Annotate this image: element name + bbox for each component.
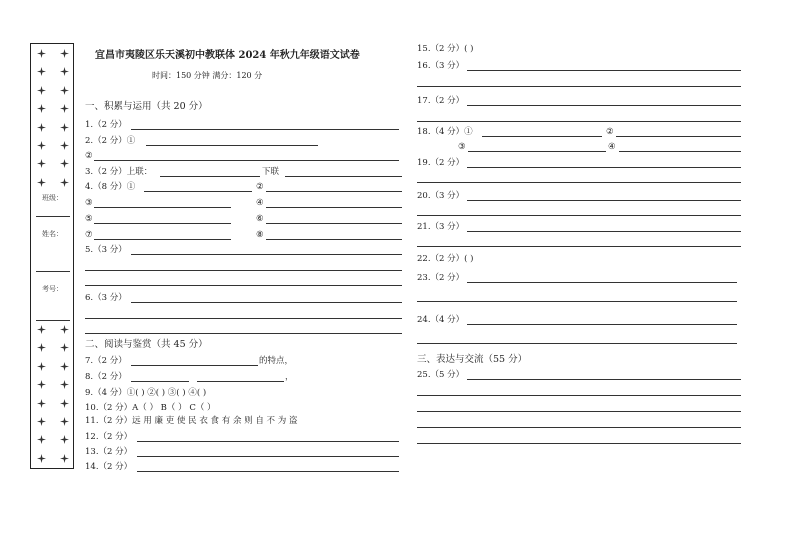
q19-label: 19.（2 分） [417,158,465,168]
q6-line-2[interactable] [85,318,402,319]
q6-line-3[interactable] [85,333,402,334]
number-field[interactable] [36,320,70,321]
q18-label-2: ② [606,127,614,137]
q23-line-1[interactable] [467,282,737,283]
q4-line-1[interactable] [144,191,252,192]
q17-label: 17.（2 分） [417,96,465,106]
star-ornament-icon [60,417,69,426]
q17-line-1[interactable] [467,105,741,106]
q18-label: 18.（4 分）① [417,127,473,137]
q18-line-2[interactable] [616,136,741,137]
number-label: 考号： [42,285,63,293]
star-ornament-icon [60,178,69,187]
q24-label: 24.（4 分） [417,315,465,325]
q18-line-3[interactable] [468,151,606,152]
star-ornament-icon [60,104,69,113]
name-field[interactable] [36,271,70,272]
q4-line-3[interactable] [94,207,231,208]
q7-label: 7.（2 分） [85,356,127,366]
q24-line-1[interactable] [467,324,737,325]
q13-label: 13.（2 分） [85,447,133,457]
star-ornament-icon [60,159,69,168]
q18-label-4: ④ [608,142,616,152]
q4-label-5: ⑤ [85,214,93,224]
star-ornament-icon [37,435,46,444]
star-ornament-icon [60,123,69,132]
q20-line-1[interactable] [467,200,741,201]
q21-label: 21.（3 分） [417,222,465,232]
q3-upper-line[interactable] [160,176,260,177]
star-ornament-icon [37,49,46,58]
q14-label: 14.（2 分） [85,462,133,472]
section-2-heading: 二、阅读与鉴赏（共 45 分） [85,339,208,350]
q5-line-1[interactable] [131,254,402,255]
q2-label-2: ② [85,151,93,161]
q5-line-2[interactable] [85,270,402,271]
q18-label-3: ③ [458,142,466,152]
q16-line-1[interactable] [467,70,741,71]
q10-label: 10.（2 分）A（ ） B（ ） C（ ） [85,403,216,413]
q19-line-2[interactable] [417,182,741,183]
q25-line-2[interactable] [417,395,741,396]
q3-lower-label: 下联 [262,167,280,177]
q21-line-2[interactable] [417,246,741,247]
q4-label-8: ⑧ [256,230,264,240]
q2-answer-line-1[interactable] [146,145,318,146]
q23-label: 23.（2 分） [417,273,465,283]
q5-line-3[interactable] [85,285,402,286]
star-ornament-icon [37,67,46,76]
star-ornament-icon [37,343,46,352]
star-ornament-icon [60,362,69,371]
star-ornament-icon [60,86,69,95]
q7-line[interactable] [131,365,258,366]
exam-subtitle: 时间：150 分钟 满分：120 分 [152,71,263,80]
q13-line[interactable] [137,456,399,457]
q8-suffix: ， [285,372,294,382]
q3-lower-line[interactable] [285,176,402,177]
q4-label-3: ③ [85,198,93,208]
q20-label: 20.（3 分） [417,191,465,201]
name-label: 姓名： [42,230,63,238]
q25-line-4[interactable] [417,427,741,428]
q12-label: 12.（2 分） [85,432,133,442]
q6-line-1[interactable] [131,302,402,303]
q12-line[interactable] [137,441,399,442]
star-ornament-icon [37,417,46,426]
q2-answer-line-2[interactable] [94,160,399,161]
section-3-heading: 三、表达与交流（55 分） [417,354,528,365]
q4-line-2[interactable] [266,191,402,192]
q5-label: 5.（3 分） [85,245,127,255]
star-ornament-icon [37,380,46,389]
q25-label: 25.（5 分） [417,370,465,380]
q1-answer-line[interactable] [131,129,399,130]
star-ornament-icon [37,399,46,408]
q4-line-8[interactable] [266,239,402,240]
q23-line-2[interactable] [417,301,737,302]
star-ornament-icon [60,380,69,389]
q25-line-3[interactable] [417,411,741,412]
q4-line-7[interactable] [94,239,231,240]
star-ornament-icon [37,178,46,187]
q4-label-4: ④ [256,198,264,208]
q25-line-1[interactable] [467,379,741,380]
q4-label-6: ⑥ [256,214,264,224]
star-ornament-icon [37,104,46,113]
q4-line-5[interactable] [94,223,231,224]
q4-label-2: ② [256,182,264,192]
q16-label: 16.（3 分） [417,61,465,71]
q1-label: 1.（2 分） [85,120,127,130]
star-ornament-icon [60,399,69,408]
star-ornament-icon [60,49,69,58]
class-field[interactable] [36,216,70,217]
star-ornament-icon [37,362,46,371]
section-1-heading: 一、积累与运用（共 20 分） [85,101,208,112]
q18-line-1[interactable] [482,136,602,137]
star-ornament-icon [60,67,69,76]
q16-line-2[interactable] [417,86,741,87]
q22-label: 22.（2 分）( ) [417,254,474,264]
star-ornament-icon [37,123,46,132]
q4-label-7: ⑦ [85,230,93,240]
q4-line-4[interactable] [266,207,402,208]
exam-title: 宜昌市夷陵区乐天溪初中教联体 2024 年秋九年级语文试卷 [95,50,360,61]
q18-line-4[interactable] [619,151,741,152]
class-label: 班级： [42,194,63,202]
q15-label: 15.（2 分）( ) [417,44,474,54]
q8-label: 8.（2 分） [85,372,127,382]
star-ornament-icon [37,325,46,334]
q14-line[interactable] [137,471,399,472]
q3-label: 3.（2 分）上联： [85,167,153,177]
star-ornament-icon [60,325,69,334]
q2-label: 2.（2 分）① [85,136,136,146]
star-ornament-icon [60,141,69,150]
q20-line-2[interactable] [417,215,741,216]
q4-line-6[interactable] [266,223,402,224]
star-ornament-icon [37,159,46,168]
q6-label: 6.（3 分） [85,293,127,303]
star-ornament-icon [37,141,46,150]
q8-line-1[interactable] [131,381,189,382]
star-ornament-icon [37,454,46,463]
star-ornament-icon [60,343,69,352]
star-ornament-icon [37,86,46,95]
q8-line-2[interactable] [197,381,284,382]
q25-line-5[interactable] [417,443,741,444]
star-ornament-icon [60,454,69,463]
q7-suffix: 的特点， [259,356,294,366]
star-ornament-icon [60,435,69,444]
q4-label: 4.（8 分）① [85,182,136,192]
q19-line-1[interactable] [467,167,741,168]
q9-label: 9.（4 分）①( ) ②( ) ③( ) ④( ) [85,388,207,398]
q21-line-1[interactable] [467,231,741,232]
q24-line-2[interactable] [417,343,737,344]
q11-label: 11.（2 分）远 用 廉 吏 使 民 衣 食 有 余 则 自 不 为 盗 [85,416,298,426]
q17-line-2[interactable] [417,121,741,122]
